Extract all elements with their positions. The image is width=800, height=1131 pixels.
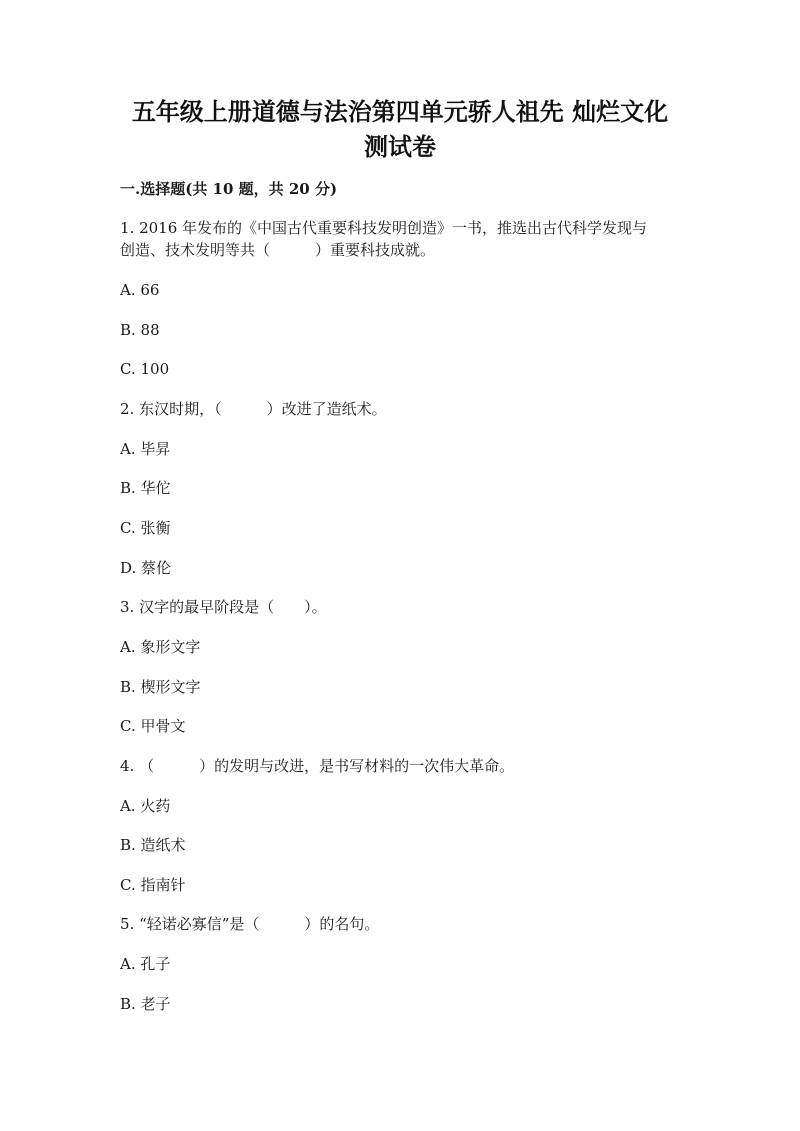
question-5-text: 5. “轻诺必寡信”是（ ）的名句。 [120, 915, 380, 933]
question-2-text: 2. 东汉时期，（ ）改进了造纸术。 [120, 400, 387, 418]
question-1-option-c: C. 100 [120, 360, 170, 378]
question-3-option-c: C. 甲骨文 [120, 717, 186, 735]
question-4-option-c: C. 指南针 [120, 876, 186, 894]
question-4-option-b: B. 造纸术 [120, 836, 186, 854]
question-3-text: 3. 汉字的最早阶段是（ ）。 [120, 598, 327, 616]
question-2-option-d: D. 蔡伦 [120, 559, 172, 577]
question-4-option-a: A. 火药 [120, 797, 171, 815]
page-title-continued: 测试卷 [364, 132, 436, 161]
page-title: 五年级上册道德与法治第四单元骄人祖先 灿烂文化 [131, 97, 669, 126]
question-1-text: 1. 2016 年发布的《中国古代重要科技发明创造》一书，推选出古代科学发现与 [120, 219, 648, 237]
question-1-text-continued: 创造、技术发明等共（ ）重要科技成就。 [120, 241, 436, 259]
question-2-option-c: C. 张衡 [120, 519, 171, 537]
question-3-option-a: A. 象形文字 [120, 638, 201, 656]
question-5-option-b: B. 老子 [120, 995, 171, 1013]
question-2-option-a: A. 毕昇 [120, 440, 171, 458]
section-heading: 一.选择题(共 10 题，共 20 分) [120, 180, 338, 198]
question-1-option-a: A. 66 [120, 281, 160, 299]
question-3-option-b: B. 楔形文字 [120, 678, 201, 696]
question-4-text: 4. （ ）的发明与改进，是书写材料的一次伟大革命。 [120, 757, 515, 775]
question-2-option-b: B. 华佗 [120, 479, 171, 497]
question-1-option-b: B. 88 [120, 321, 160, 339]
question-5-option-a: A. 孔子 [120, 955, 171, 973]
